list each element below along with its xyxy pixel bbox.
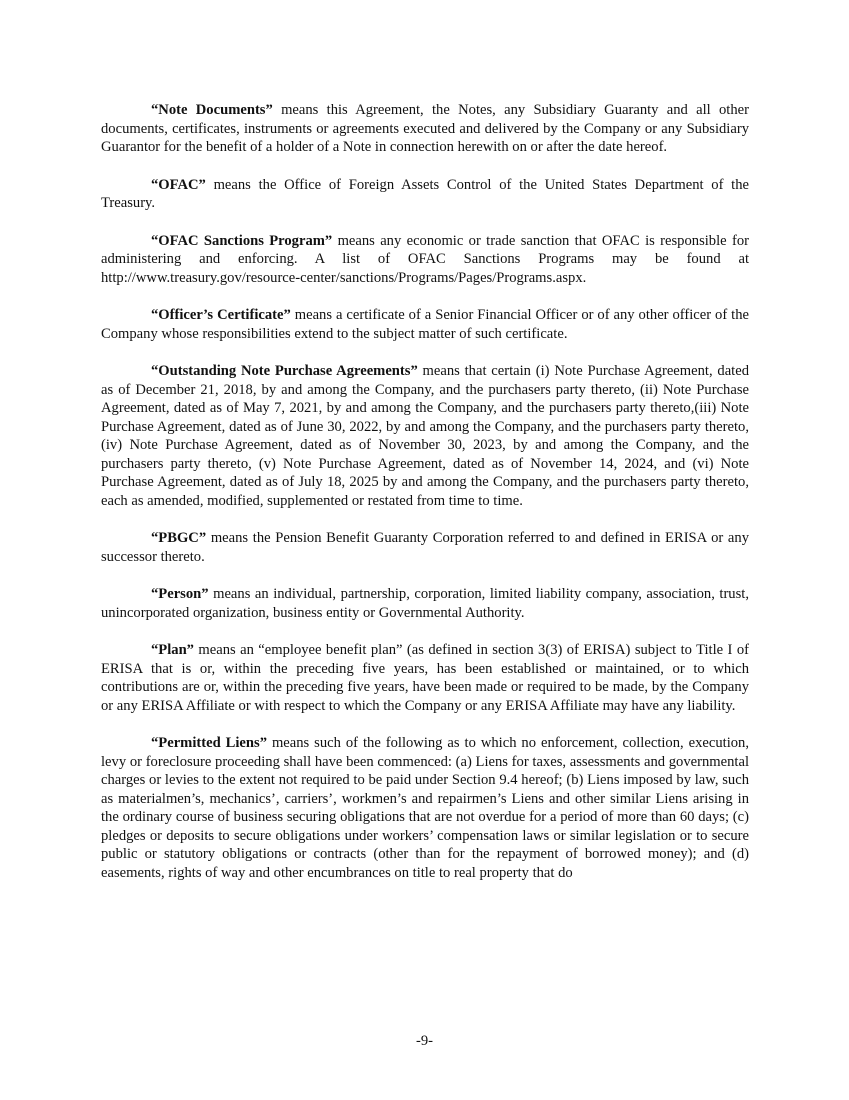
definition-text: means an individual, partnership, corporation, limited liability company, association, trust, unincorporated organization, business entity or Governmental Authority. xyxy=(101,586,749,621)
page-number: -9- xyxy=(415,1033,434,1049)
definition-text: means the Pension Benefit Guaranty Corporation referred to and defined in ERISA or any successor thereto. xyxy=(101,530,749,565)
defined-term: “OFAC Sanctions Program” xyxy=(151,232,333,249)
definition-text: means such of the following as to which no enforcement, collection, execution, levy or foreclosure proceeding shall have been commenced: (a) Liens for taxes, assessments and governmental charges or levies to the extent not required to be paid under Section 9.4 hereof; (b) Liens imposed by law, such as materialmen’s, mechanics’, carriers’, workmen’s and repairmen’s Liens and other similar Liens arising in the ordinary course of business securing obligations that are not overdue for a period of more than 60 days; (c) pledges or deposits to secure obligations under workers’ compensation laws or similar legislation or to secure public or statutory obligations or contracts (other than for the repayment of borrowed money); and (d) easements, rights of way and other encumbrances on title to real property that do xyxy=(101,735,749,881)
defined-term: “Person” xyxy=(151,586,209,602)
definition-plan xyxy=(101,641,749,715)
definition-ofac-sanctions-program xyxy=(101,232,749,288)
definition-text: means any economic or trade sanction that OFAC is responsible for administering and enforcing. A list of OFAC Sanctions Programs may be found at http://www.treasury.gov/resource-center/sanctions/Programs/Pages/Programs.aspx. xyxy=(101,232,749,286)
defined-term: “PBGC” xyxy=(151,530,207,546)
definition-text: means this Agreement, the Notes, any Subsidiary Guaranty and all other documents, certificates, instruments or agreements executed and delivered by the Company or any Subsidiary Guarantor for the benefit of a holder of a Note in connection herewith on or after the date hereof. xyxy=(101,102,749,155)
definition-text: means the Office of Foreign Assets Control of the United States Department of the Treasury. xyxy=(101,176,749,211)
definition-ofac xyxy=(101,176,749,213)
document-page xyxy=(101,101,749,901)
defined-term: “Outstanding Note Purchase Agreements” xyxy=(151,363,418,379)
defined-term: “Plan” xyxy=(151,642,194,658)
definition-pbgc xyxy=(101,529,749,566)
definition-text: means an “employee benefit plan” (as defined in section 3(3) of ERISA) subject to Title I of ERISA that is or, within the preceding five years, has been established or maintained, or to which contributions are or, within the preceding five years, have been made or required to be made, by the Company or any ERISA Affiliate or with respect to which the Company or any ERISA Affiliate may have any liability. xyxy=(101,642,749,714)
definition-note-documents xyxy=(101,101,749,157)
definition-text: means that certain (i) Note Purchase Agreement, dated as of December 21, 2018, by and among the Company, and the purchasers party thereto, (ii) Note Purchase Agreement, dated as of May 7, 2021, by and among the Company, and the purchasers party thereto,(iii) Note Purchase Agreement, dated as of June 30, 2022, by and among the Company, and the purchasers party thereto, (iv) Note Purchase Agreement, dated as of November 30, 2023, by and among the Company, and the purchasers party thereto, (v) Note Purchase Agreement, dated as of November 14, 2024, and (vi) Note Purchase Agreement, dated as of July 18, 2025 by and among the Company, and the purchasers party thereto, each as amended, modified, supplemented or restated from time to time. xyxy=(101,363,749,509)
definition-officers-certificate xyxy=(101,306,749,343)
definition-permitted-liens xyxy=(101,734,749,882)
defined-term: “Officer’s Certificate” xyxy=(151,307,291,323)
defined-term: “Note Documents” xyxy=(151,102,273,118)
definition-text: means a certificate of a Senior Financial Officer or of any other officer of the Company whose responsibilities extend to the subject matter of such certificate. xyxy=(101,307,749,342)
defined-term: “Permitted Liens” xyxy=(151,735,267,751)
defined-term: “OFAC” xyxy=(151,176,206,193)
definition-outstanding-note-purchase-agreements xyxy=(101,362,749,510)
definition-person xyxy=(101,585,749,622)
